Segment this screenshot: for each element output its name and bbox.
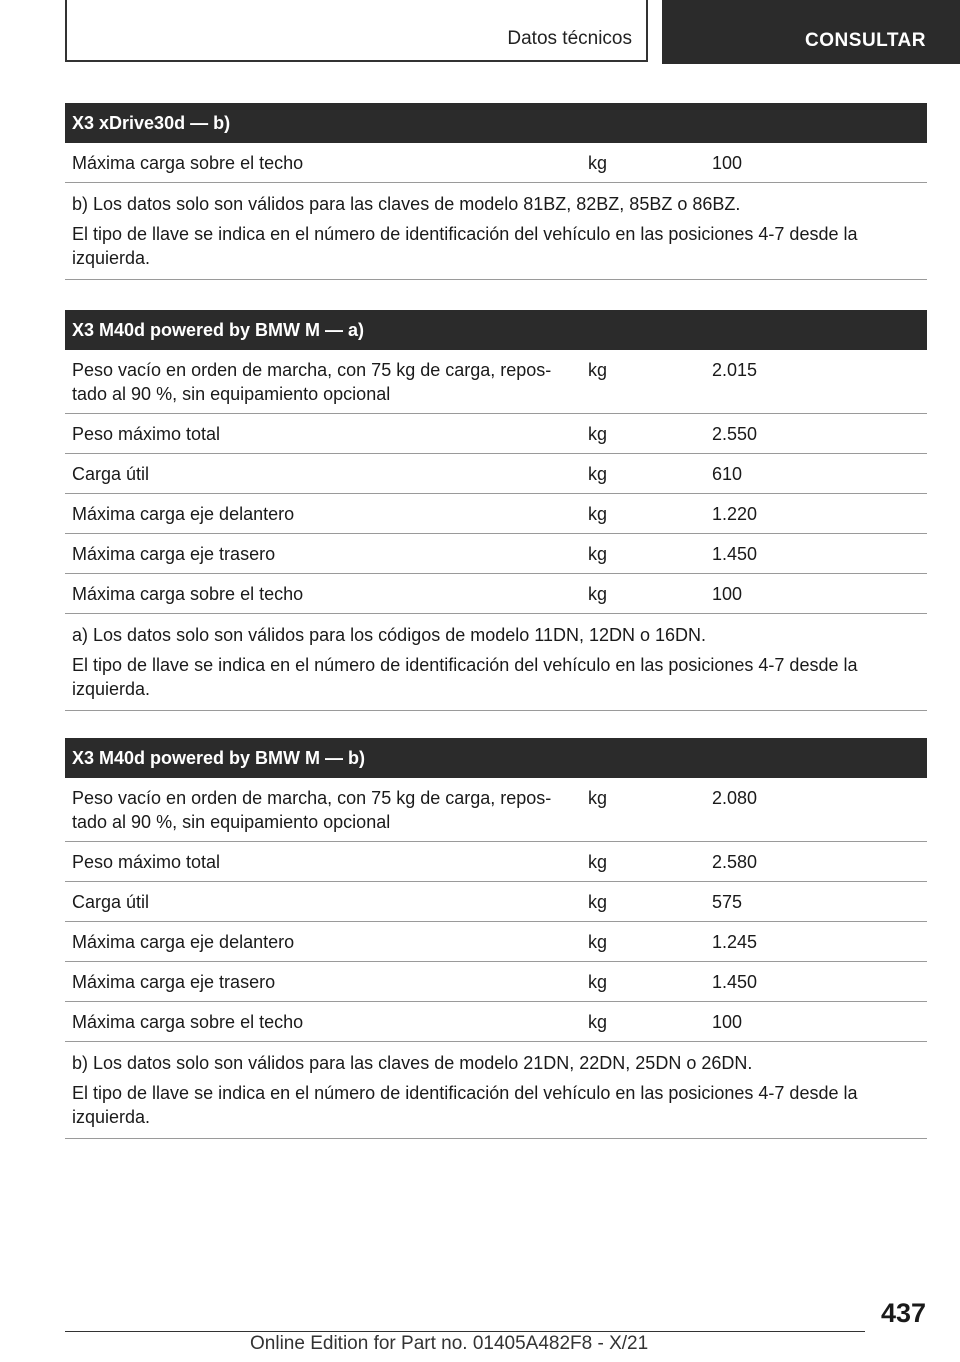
spec-table-x3-m40d-a bbox=[65, 310, 927, 711]
row-unit: kg bbox=[588, 892, 608, 912]
row-unit: kg bbox=[588, 584, 608, 604]
row-value: 2.550 bbox=[712, 424, 758, 444]
row-unit: kg bbox=[588, 360, 608, 380]
table-title: X3 M40d powered by BMW M — b) bbox=[65, 738, 927, 778]
row-unit: kg bbox=[588, 788, 608, 808]
row-value: 2.580 bbox=[712, 852, 758, 872]
row-label: Peso máximo total bbox=[72, 852, 221, 872]
header-tab-consultar[interactable] bbox=[662, 0, 960, 64]
table-notes bbox=[65, 183, 927, 280]
table-title: X3 xDrive30d — b) bbox=[65, 103, 927, 143]
row-label: Máxima carga eje delantero bbox=[72, 504, 295, 524]
table-notes bbox=[65, 1042, 927, 1139]
table-row bbox=[65, 922, 927, 962]
row-value: 1.220 bbox=[712, 504, 758, 524]
table-row bbox=[65, 454, 927, 494]
row-label: Peso vacío en orden de marcha, con 75 kg de carga, repos-tado al 90 %, sin equipamiento opcional bbox=[72, 360, 552, 404]
row-label: Máxima carga sobre el techo bbox=[72, 153, 304, 173]
row-unit: kg bbox=[588, 1012, 608, 1032]
table-row bbox=[65, 1002, 927, 1042]
row-value: 100 bbox=[712, 584, 743, 604]
row-label: Carga útil bbox=[72, 892, 150, 912]
footer-divider bbox=[65, 1331, 865, 1332]
table-row bbox=[65, 574, 927, 614]
row-label: Máxima carga eje delantero bbox=[72, 932, 295, 952]
row-value: 2.015 bbox=[712, 360, 758, 380]
spec-table-x3-xdrive30d-b bbox=[65, 103, 927, 280]
table-title: X3 M40d powered by BMW M — a) bbox=[65, 310, 927, 350]
row-unit: kg bbox=[588, 504, 608, 524]
note-key-type: El tipo de llave se indica en el número de identificación del vehículo en las posiciones 4-7 desde la izquierda. bbox=[72, 224, 858, 268]
note-validity: a) Los datos solo son válidos para los códigos de modelo 11DN, 12DN o 16DN. bbox=[72, 625, 707, 645]
footer-edition: Online Edition for Part no. 01405A482F8 - X/21 bbox=[250, 1333, 649, 1354]
spec-table-x3-m40d-b bbox=[65, 738, 927, 1139]
row-unit: kg bbox=[588, 464, 608, 484]
row-value: 100 bbox=[712, 153, 743, 173]
row-value: 1.450 bbox=[712, 544, 758, 564]
table-row bbox=[65, 842, 927, 882]
note-key-type: El tipo de llave se indica en el número de identificación del vehículo en las posiciones 4-7 desde la izquierda. bbox=[72, 1083, 858, 1127]
row-label: Máxima carga eje trasero bbox=[72, 544, 276, 564]
row-label: Máxima carga sobre el techo bbox=[72, 584, 304, 604]
row-unit: kg bbox=[588, 424, 608, 444]
row-value: 2.080 bbox=[712, 788, 758, 808]
row-unit: kg bbox=[588, 972, 608, 992]
row-value: 1.450 bbox=[712, 972, 758, 992]
row-unit: kg bbox=[588, 932, 608, 952]
header-section-box bbox=[65, 0, 648, 62]
row-label: Máxima carga eje trasero bbox=[72, 972, 276, 992]
row-unit: kg bbox=[588, 852, 608, 872]
note-key-type: El tipo de llave se indica en el número de identificación del vehículo en las posiciones 4-7 desde la izquierda. bbox=[72, 655, 858, 699]
page-number: 437 bbox=[880, 1298, 926, 1328]
row-value: 1.245 bbox=[712, 932, 758, 952]
table-row bbox=[65, 534, 927, 574]
table-row bbox=[65, 778, 927, 842]
section-title: Datos técnicos bbox=[507, 28, 632, 49]
row-label: Peso vacío en orden de marcha, con 75 kg de carga, repos-tado al 90 %, sin equipamiento opcional bbox=[72, 788, 552, 832]
row-label: Máxima carga sobre el techo bbox=[72, 1012, 304, 1032]
row-value: 610 bbox=[712, 464, 743, 484]
table-row bbox=[65, 350, 927, 414]
row-label: Peso máximo total bbox=[72, 424, 221, 444]
note-validity: b) Los datos solo son válidos para las claves de modelo 21DN, 22DN, 25DN o 26DN. bbox=[72, 1053, 753, 1073]
table-row bbox=[65, 414, 927, 454]
row-label: Carga útil bbox=[72, 464, 150, 484]
table-notes bbox=[65, 614, 927, 711]
note-validity: b) Los datos solo son válidos para las claves de modelo 81BZ, 82BZ, 85BZ o 86BZ. bbox=[72, 194, 741, 214]
table-row bbox=[65, 143, 927, 183]
row-unit: kg bbox=[588, 153, 608, 173]
table-row bbox=[65, 962, 927, 1002]
row-unit: kg bbox=[588, 544, 608, 564]
tab-label: CONSULTAR bbox=[805, 30, 926, 51]
row-value: 100 bbox=[712, 1012, 743, 1032]
row-value: 575 bbox=[712, 892, 743, 912]
table-row bbox=[65, 882, 927, 922]
table-row bbox=[65, 494, 927, 534]
